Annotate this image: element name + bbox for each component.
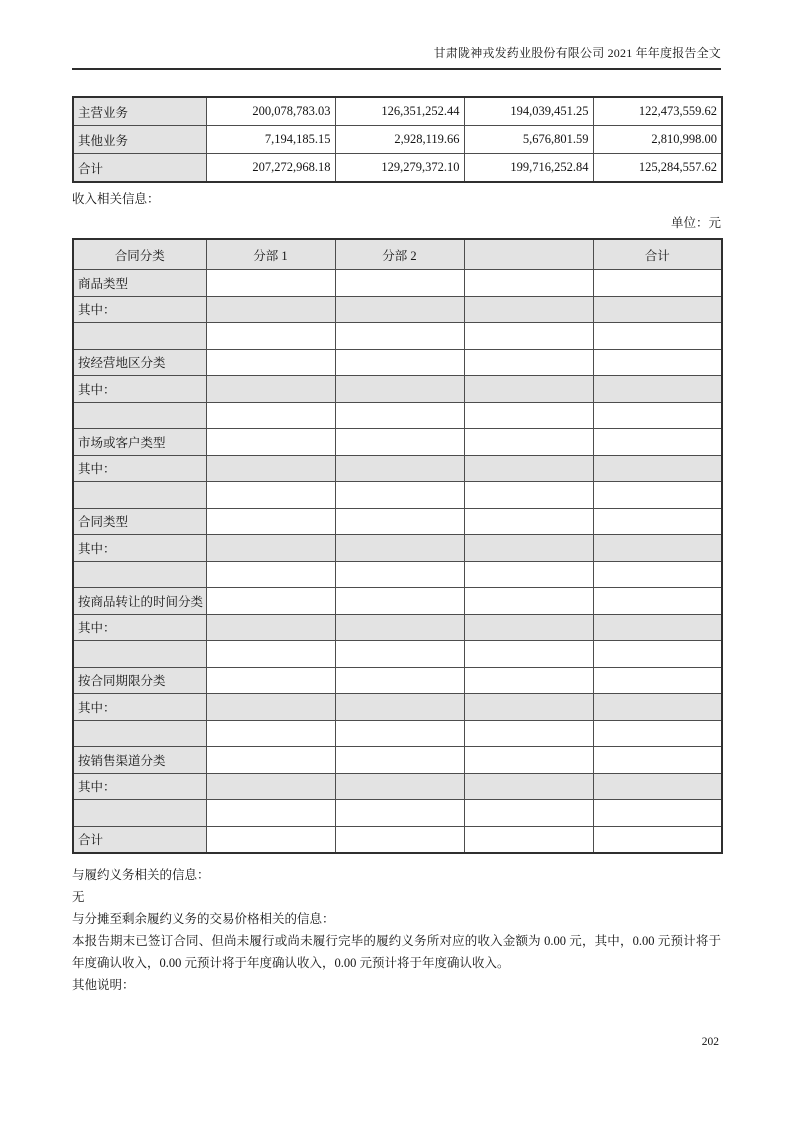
remaining-obligation-paragraph: 本报告期末已签订合同、但尚未履行或尚未履行完毕的履约义务所对应的收入金额为 0.00 元，其中，0.00 元预计将于年度确认收入，0.00 元预计将于年度确认收入，0.00 元预计将于年度确认收入。: [72, 934, 721, 970]
contract-value-cell: [464, 535, 593, 562]
contract-table-row-sub: [73, 455, 722, 482]
contract-value-cell: [464, 508, 593, 535]
contract-value-cell: [335, 349, 464, 376]
contract-value-cell: [593, 508, 722, 535]
contract-header-cell: 分部 2: [335, 239, 464, 270]
contract-row-label: 其中：: [73, 376, 206, 403]
contract-row-label: 按合同期限分类: [73, 667, 206, 694]
contract-row-label: [73, 561, 206, 588]
contract-value-cell: [464, 826, 593, 853]
contract-value-cell: [335, 270, 464, 297]
contract-value-cell: [335, 826, 464, 853]
summary-table-row: [73, 154, 722, 183]
contract-value-cell: [335, 614, 464, 641]
contract-table-row-sub: [73, 694, 722, 721]
contract-table-header-row: [73, 239, 722, 270]
contract-row-label: 市场或客户类型: [73, 429, 206, 456]
contract-table-row-sub: [73, 614, 722, 641]
contract-table-row-blank: [73, 720, 722, 747]
contract-value-cell: [593, 455, 722, 482]
contract-value-cell: [206, 614, 335, 641]
contract-value-cell: [464, 349, 593, 376]
contract-value-cell: [464, 270, 593, 297]
contract-classification-table: [72, 238, 723, 854]
revenue-summary-table: [72, 96, 723, 183]
contract-value-cell: [593, 747, 722, 774]
contract-value-cell: [206, 455, 335, 482]
summary-row-label: 主营业务: [73, 97, 206, 126]
contract-row-label: [73, 323, 206, 350]
income-info-label: 收入相关信息：: [72, 192, 160, 206]
contract-table-row-category: [73, 429, 722, 456]
contract-value-cell: [206, 482, 335, 509]
summary-value-cell: 199,716,252.84: [464, 154, 593, 183]
contract-row-label: 其中：: [73, 773, 206, 800]
contract-value-cell: [593, 482, 722, 509]
contract-table-row-sub: [73, 773, 722, 800]
summary-row-label: 合计: [73, 154, 206, 183]
unit-label: 单位：元: [670, 216, 721, 230]
contract-row-label: 其中：: [73, 694, 206, 721]
summary-row-label: 其他业务: [73, 126, 206, 154]
summary-table-row: [73, 97, 722, 126]
summary-value-cell: 207,272,968.18: [206, 154, 335, 183]
contract-value-cell: [335, 588, 464, 615]
contract-value-cell: [464, 800, 593, 827]
contract-value-cell: [335, 296, 464, 323]
revenue-summary-table-body: [73, 97, 722, 182]
contract-value-cell: [464, 402, 593, 429]
contract-header-cell: [464, 239, 593, 270]
contract-row-label: [73, 402, 206, 429]
obligation-info-value: 无: [72, 890, 85, 904]
other-notes-label: 其他说明：: [72, 978, 135, 992]
contract-value-cell: [464, 429, 593, 456]
contract-value-cell: [206, 747, 335, 774]
contract-value-cell: [335, 482, 464, 509]
contract-table-row-sub: [73, 376, 722, 403]
contract-value-cell: [206, 641, 335, 668]
contract-value-cell: [593, 429, 722, 456]
contract-table-row-blank: [73, 402, 722, 429]
contract-row-label: [73, 641, 206, 668]
contract-value-cell: [335, 747, 464, 774]
contract-value-cell: [335, 535, 464, 562]
contract-value-cell: [464, 296, 593, 323]
contract-row-label: 按经营地区分类: [73, 349, 206, 376]
contract-row-label: 合同类型: [73, 508, 206, 535]
contract-table-row-blank: [73, 641, 722, 668]
contract-value-cell: [593, 614, 722, 641]
contract-value-cell: [593, 826, 722, 853]
contract-value-cell: [206, 402, 335, 429]
contract-value-cell: [206, 323, 335, 350]
contract-value-cell: [206, 826, 335, 853]
contract-value-cell: [335, 323, 464, 350]
contract-value-cell: [464, 747, 593, 774]
contract-table-row-blank: [73, 800, 722, 827]
remaining-obligation-label: 与分摊至剩余履约义务的交易价格相关的信息：: [72, 912, 335, 926]
summary-value-cell: 5,676,801.59: [464, 126, 593, 154]
contract-row-label: 其中：: [73, 455, 206, 482]
contract-table-head: [73, 239, 722, 270]
contract-row-label: 其中：: [73, 535, 206, 562]
contract-value-cell: [335, 376, 464, 403]
contract-value-cell: [206, 508, 335, 535]
contract-table-row-category: [73, 270, 722, 297]
contract-value-cell: [593, 535, 722, 562]
contract-row-label: [73, 482, 206, 509]
contract-value-cell: [206, 800, 335, 827]
contract-value-cell: [335, 800, 464, 827]
contract-row-label: 其中：: [73, 296, 206, 323]
contract-table-row-blank: [73, 323, 722, 350]
contract-value-cell: [593, 800, 722, 827]
contract-value-cell: [206, 667, 335, 694]
summary-value-cell: 7,194,185.15: [206, 126, 335, 154]
contract-value-cell: [206, 561, 335, 588]
contract-value-cell: [464, 614, 593, 641]
contract-table-row-category: [73, 508, 722, 535]
contract-value-cell: [593, 296, 722, 323]
contract-value-cell: [335, 720, 464, 747]
contract-value-cell: [206, 376, 335, 403]
summary-value-cell: 194,039,451.25: [464, 97, 593, 126]
contract-table-row-sub: [73, 535, 722, 562]
contract-value-cell: [206, 349, 335, 376]
summary-value-cell: 122,473,559.62: [593, 97, 722, 126]
summary-value-cell: 129,279,372.10: [335, 154, 464, 183]
contract-value-cell: [464, 694, 593, 721]
contract-row-label: [73, 800, 206, 827]
contract-row-label: 按销售渠道分类: [73, 747, 206, 774]
contract-value-cell: [593, 270, 722, 297]
contract-value-cell: [593, 720, 722, 747]
contract-value-cell: [206, 694, 335, 721]
contract-value-cell: [593, 376, 722, 403]
contract-row-label: 商品类型: [73, 270, 206, 297]
contract-value-cell: [464, 641, 593, 668]
contract-value-cell: [206, 535, 335, 562]
summary-value-cell: 200,078,783.03: [206, 97, 335, 126]
contract-value-cell: [335, 667, 464, 694]
contract-table-row-blank: [73, 561, 722, 588]
contract-table-row-category: [73, 667, 722, 694]
contract-value-cell: [335, 429, 464, 456]
contract-value-cell: [206, 429, 335, 456]
contract-table-row-category: [73, 588, 722, 615]
contract-value-cell: [593, 641, 722, 668]
summary-table-row: [73, 126, 722, 154]
contract-row-label: 合计: [73, 826, 206, 853]
contract-value-cell: [206, 296, 335, 323]
contract-table-row-sub: [73, 296, 722, 323]
contract-row-label: 其中：: [73, 614, 206, 641]
contract-value-cell: [206, 720, 335, 747]
doc-header: [72, 46, 721, 70]
contract-value-cell: [464, 773, 593, 800]
contract-value-cell: [335, 773, 464, 800]
contract-value-cell: [464, 376, 593, 403]
contract-value-cell: [593, 773, 722, 800]
summary-value-cell: 2,810,998.00: [593, 126, 722, 154]
contract-value-cell: [593, 694, 722, 721]
contract-header-cell: 合计: [593, 239, 722, 270]
contract-table-row-total: [73, 826, 722, 853]
contract-value-cell: [593, 323, 722, 350]
contract-value-cell: [335, 561, 464, 588]
contract-table-row-blank: [73, 482, 722, 509]
contract-table-body: [73, 270, 722, 854]
contract-value-cell: [464, 720, 593, 747]
contract-value-cell: [464, 588, 593, 615]
contract-value-cell: [335, 508, 464, 535]
contract-value-cell: [593, 402, 722, 429]
contract-value-cell: [206, 588, 335, 615]
contract-value-cell: [335, 694, 464, 721]
contract-table-row-category: [73, 349, 722, 376]
contract-value-cell: [593, 588, 722, 615]
contract-value-cell: [464, 561, 593, 588]
contract-value-cell: [593, 561, 722, 588]
summary-value-cell: 126,351,252.44: [335, 97, 464, 126]
contract-row-label: 按商品转让的时间分类: [73, 588, 206, 615]
contract-row-label: [73, 720, 206, 747]
obligation-info-label: 与履约义务相关的信息：: [72, 868, 210, 882]
contract-header-cell: 合同分类: [73, 239, 206, 270]
contract-table-row-category: [73, 747, 722, 774]
contract-value-cell: [464, 323, 593, 350]
page-number: 202: [701, 1036, 719, 1048]
contract-value-cell: [593, 349, 722, 376]
doc-header-title: 甘肃陇神戎发药业股份有限公司 2021 年年度报告全文: [433, 46, 721, 60]
contract-value-cell: [464, 667, 593, 694]
summary-value-cell: 2,928,119.66: [335, 126, 464, 154]
summary-value-cell: 125,284,557.62: [593, 154, 722, 183]
contract-value-cell: [206, 773, 335, 800]
contract-value-cell: [464, 455, 593, 482]
contract-value-cell: [335, 402, 464, 429]
contract-value-cell: [335, 641, 464, 668]
contract-value-cell: [593, 667, 722, 694]
contract-value-cell: [464, 482, 593, 509]
contract-value-cell: [335, 455, 464, 482]
notes-section: [72, 864, 721, 996]
contract-header-cell: 分部 1: [206, 239, 335, 270]
contract-value-cell: [206, 270, 335, 297]
